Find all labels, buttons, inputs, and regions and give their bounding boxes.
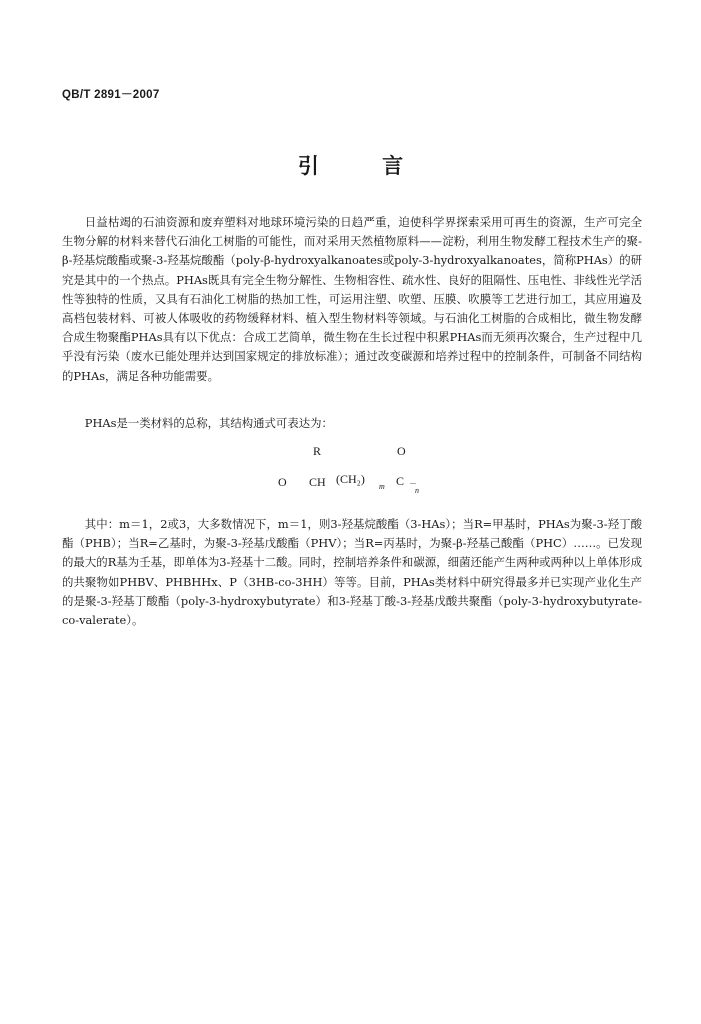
formula-subscript-n: n <box>415 486 419 495</box>
intro-paragraph-2 <box>62 414 642 433</box>
formula-r-group: R <box>313 444 322 458</box>
formula-ester-oxygen: O <box>278 475 287 489</box>
formula-ch2: (CH₂) <box>336 472 365 486</box>
page-title: 引 言 <box>297 153 432 178</box>
intro-paragraph-3 <box>62 515 642 630</box>
formula-carbonyl-oxygen: O <box>397 444 406 458</box>
standard-code: QB/T 2891－2007 <box>62 89 160 101</box>
intro-paragraph-1 <box>62 213 642 386</box>
formula-subscript-m: m <box>379 482 385 491</box>
structural-formula <box>0 440 701 500</box>
paragraph-text: 其中：m＝1，2或3，大多数情况下，m＝1，则3-羟基烷酸酯（3-HAs）；当R=甲基时，PHAs为聚-3-羟丁酸酯（PHB）；当R=乙基时，为聚-3-羟基戊酸酯（PHV）；当R=丙基时，为聚-β-羟基己酸酯（PHC）……。已发现的最大的R基为壬基，即单体为3-羟基十二酸。同时，控制培养条件和碳源，细菌还能产生两种或两种以上单体形成的共聚物如PHBV、PHBHHx、P（3HB-co-3HH）等等。目前，PHAs类材料中研究得最多并已实现产业化生产的是聚-3-羟基丁酸酯（poly-3-hydroxybutyrate）和3-羟基丁酸-3-羟基戊酸共聚酯（poly-3-hydroxybutyrate-co-valerate）。 <box>62 517 642 628</box>
paragraph-text: PHAs是一类材料的总称，其结构通式可表达为： <box>84 416 333 430</box>
formula-carbon: C <box>396 474 405 488</box>
formula-bond-end: － <box>409 479 417 488</box>
formula-ch: CH <box>309 475 326 489</box>
paragraph-text: 日益枯竭的石油资源和废弃塑料对地球环境污染的日趋严重，迫使科学界探索采用可再生的资源，生产可完全生物分解的材料来替代石油化工树脂的可能性，而对采用天然植物原料——淀粉，利用生物发酵工程技术生产的聚-β-羟基烷酸酯或聚-3-羟基烷酸酯（poly-β-hydroxyalkanoates或poly-3-hydroxyalkanoates，简称PHAs）的研究是其中的一个热点。PHAs既具有完全生物分解性、生物相容性、疏水性、良好的阻隔性、压电性、非线性光学活性等独特的性质，又具有石油化工树脂的热加工性，可运用注塑、吹塑、压膜、吹膜等工艺进行加工，其应用遍及高档包装材料、可被人体吸收的药物缓释材料、植入型生物材料等领域。与石油化工树脂的合成相比，微生物发酵合成生物聚酯PHAs具有以下优点：合成工艺简单，微生物在生长过程中积累PHAs而无须再次聚合，生产过程中几乎没有污染（废水已能处理并达到国家规定的排放标准）；通过改变碳源和培养过程中的控制条件，可制备不同结构的PHAs，满足各种功能需要。 <box>62 215 642 383</box>
